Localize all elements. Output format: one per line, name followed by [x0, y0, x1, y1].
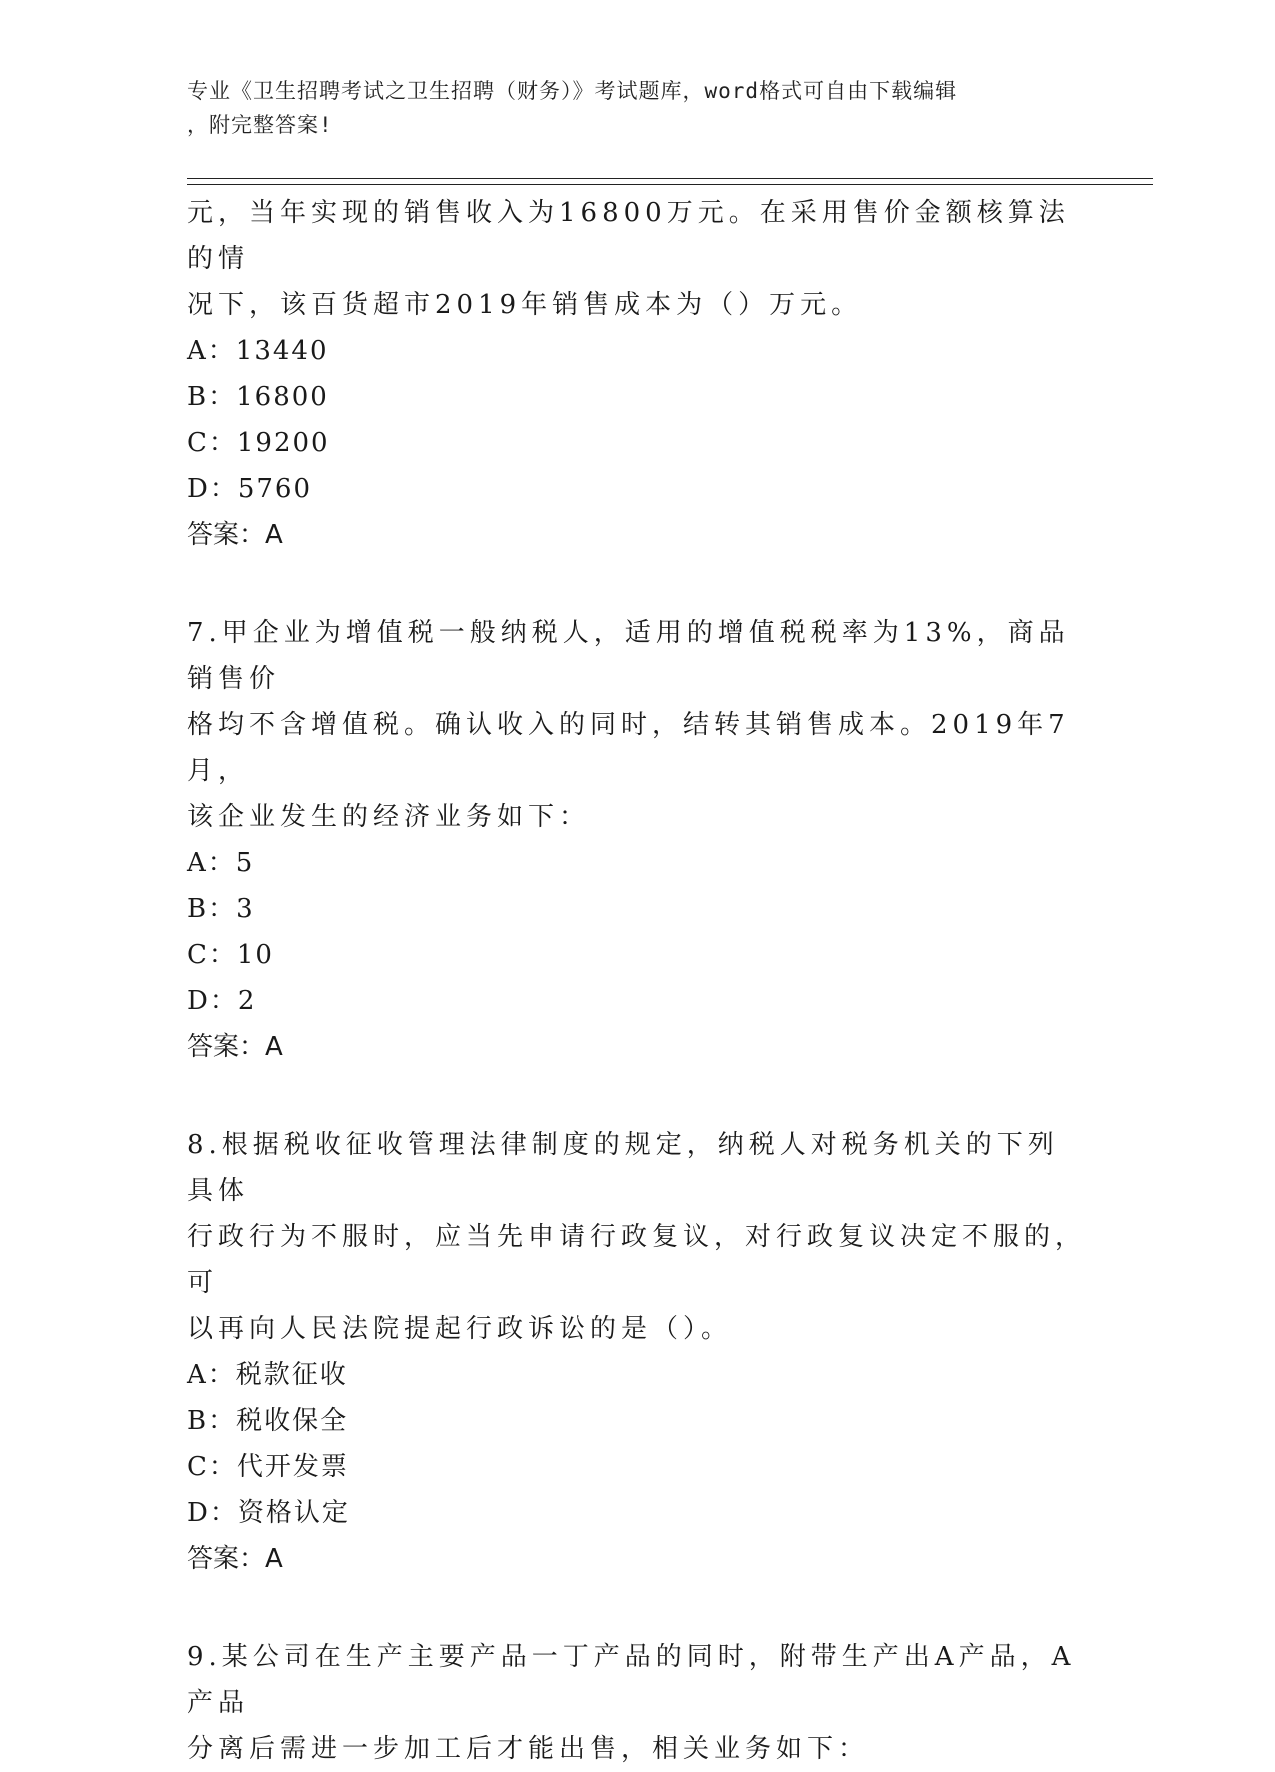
option-a: A：5	[187, 848, 255, 878]
option-a: A：13440	[187, 336, 329, 366]
question-text-line: 格均不含增值税。确认收入的同时，结转其销售成本。2019年7月，	[187, 710, 1070, 786]
document-header	[187, 74, 1067, 142]
question-text-line: 况下，该百货超市2019年销售成本为（）万元。	[187, 290, 863, 320]
header-line-2: ，附完整答案!	[187, 113, 333, 137]
header-line-1: 专业《卫生招聘考试之卫生招聘（财务）》考试题库，word格式可自由下载编辑	[187, 79, 958, 103]
header-divider-top	[187, 178, 1153, 179]
question-text-line: 9.某公司在生产主要产品一丁产品的同时，附带生产出A产品，A产品	[187, 1642, 1076, 1718]
question-text-line: 8.根据税收征收管理法律制度的规定，纳税人对税务机关的下列具体	[187, 1130, 1059, 1206]
question-text-line: 该企业发生的经济业务如下：	[187, 802, 591, 832]
option-d: D：5760	[187, 474, 313, 504]
answer-label: 答案：A	[187, 1544, 283, 1574]
question-7	[187, 610, 1087, 1070]
option-d: D：2	[187, 986, 257, 1016]
answer-label: 答案：A	[187, 520, 283, 550]
question-text-line: 以再向人民法院提起行政诉讼的是（）。	[187, 1314, 733, 1344]
option-b: B：16800	[187, 382, 329, 412]
answer-label: 答案：A	[187, 1032, 283, 1062]
option-c: C：10	[187, 940, 274, 970]
question-continued	[187, 190, 1087, 558]
question-text-line: 元，当年实现的销售收入为16800万元。在采用售价金额核算法的情	[187, 198, 1070, 274]
option-c: C：代开发票	[187, 1452, 349, 1482]
header-divider-bottom	[187, 184, 1153, 185]
option-a: A：税款征收	[187, 1360, 348, 1390]
option-d: D：资格认定	[187, 1498, 350, 1528]
option-c: C：19200	[187, 428, 330, 458]
document-body	[187, 190, 1087, 1772]
question-text-line: 分离后需进一步加工后才能出售，相关业务如下：	[187, 1734, 870, 1764]
option-b: B：3	[187, 894, 255, 924]
question-text-line: 行政行为不服时，应当先申请行政复议，对行政复议决定不服的，可	[187, 1222, 1087, 1298]
question-9	[187, 1634, 1087, 1772]
question-8	[187, 1122, 1087, 1582]
question-text-line: 7.甲企业为增值税一般纳税人，适用的增值税税率为13%，商品销售价	[187, 618, 1070, 694]
option-b: B：税收保全	[187, 1406, 349, 1436]
